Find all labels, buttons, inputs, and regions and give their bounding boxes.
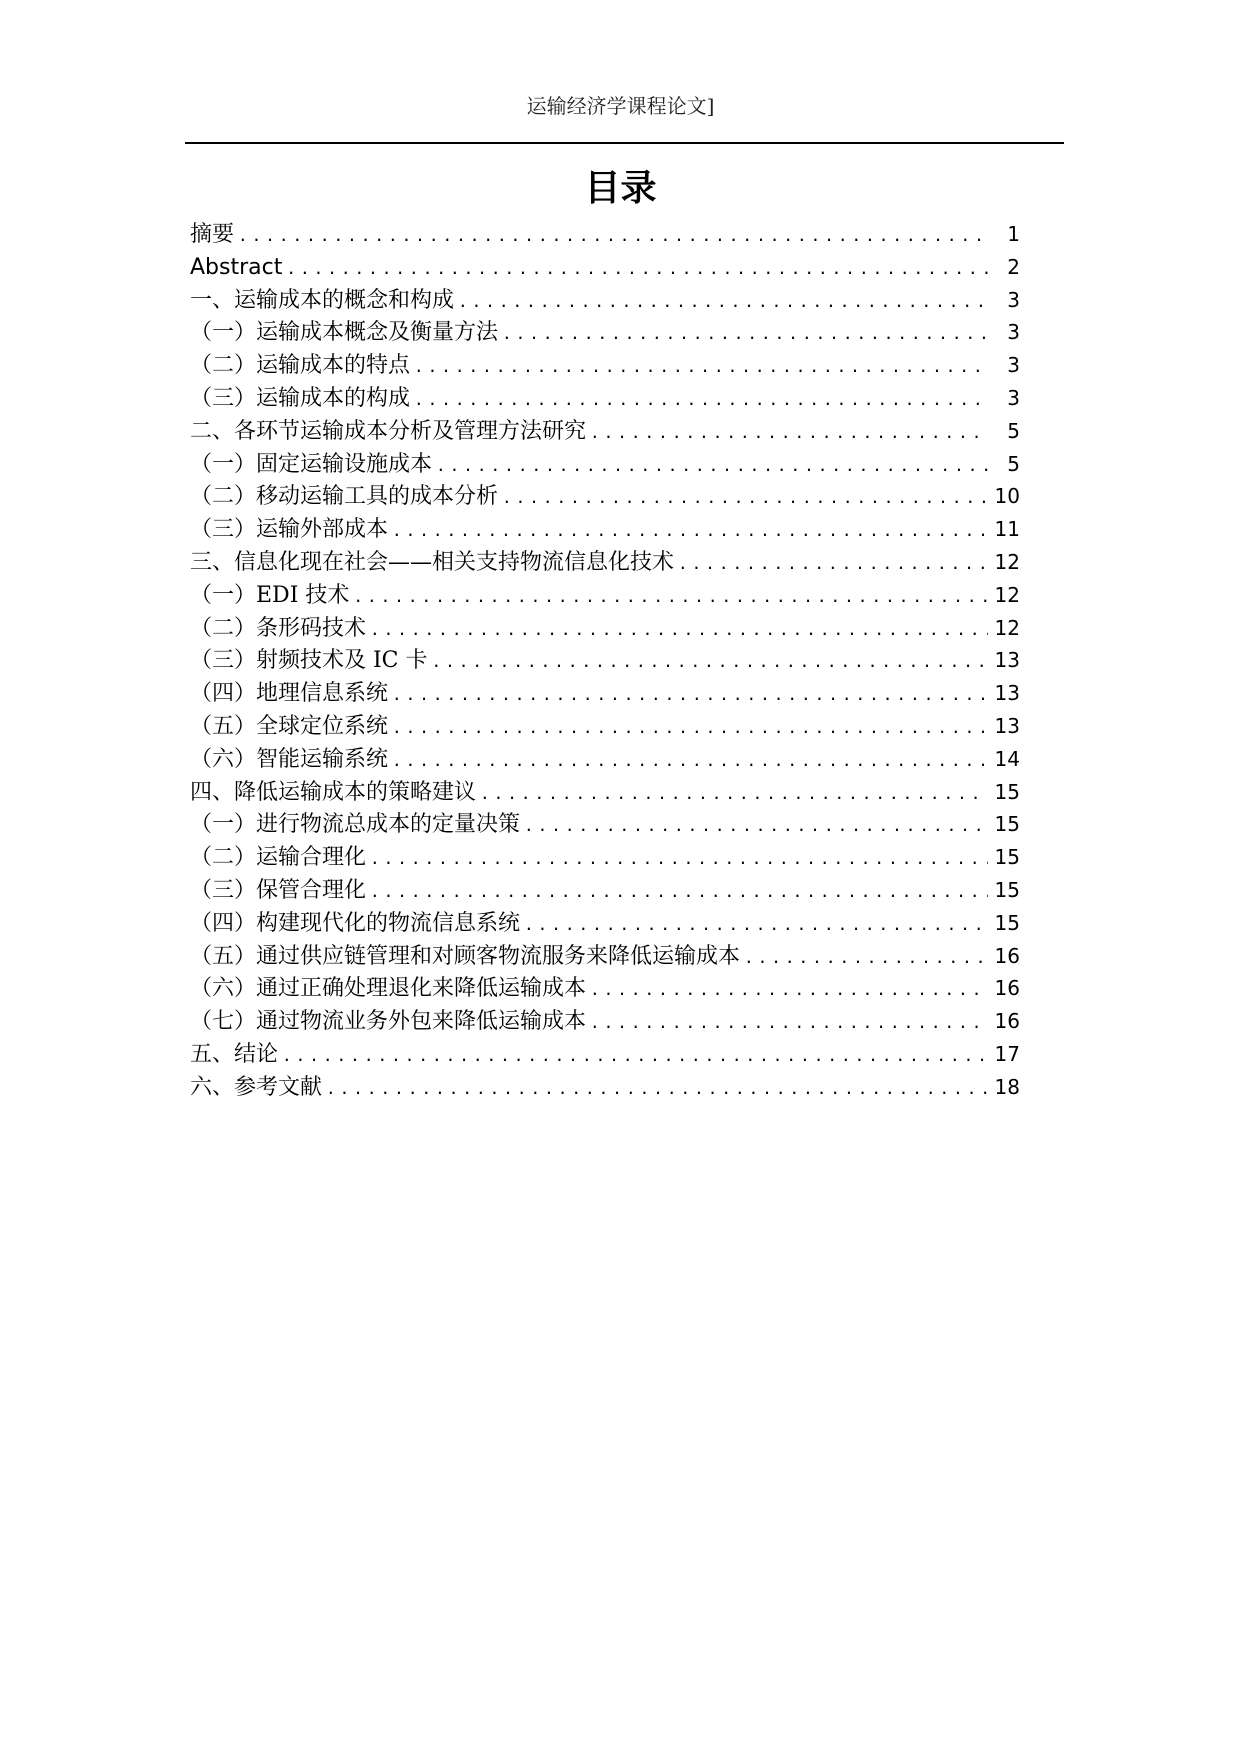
toc-entry-label: 四、降低运输成本的策略建议 — [190, 779, 477, 805]
toc-entry-page: 13 — [994, 713, 1020, 738]
dot-leader — [414, 351, 988, 384]
toc-entry-page: 12 — [994, 615, 1020, 640]
toc-entry-page: 15 — [994, 877, 1020, 902]
toc-entry[interactable] — [190, 874, 1020, 907]
toc-entry-page: 2 — [1007, 254, 1020, 279]
toc-entry-page: 15 — [994, 779, 1020, 804]
toc-entry-label: （一）固定运输设施成本 — [190, 451, 433, 477]
toc-entry-page: 12 — [994, 549, 1020, 574]
toc-entry-page: 14 — [994, 746, 1020, 771]
toc-entry[interactable] — [190, 907, 1020, 940]
dot-leader — [392, 515, 988, 548]
dot-leader — [326, 1073, 988, 1106]
toc-entry-page: 16 — [994, 976, 1020, 1001]
dot-leader — [392, 679, 988, 712]
toc-entry-page: 3 — [1007, 385, 1020, 410]
toc-entry-page: 5 — [1007, 418, 1020, 443]
dot-leader — [370, 614, 988, 647]
dot-leader — [590, 974, 988, 1007]
toc-entry-page: 1 — [1007, 222, 1020, 246]
toc-entry[interactable] — [190, 546, 1020, 579]
toc-entry-label: 五、结论 — [190, 1041, 279, 1067]
dot-leader — [353, 581, 988, 614]
toc-entry-label: 一、运输成本的概念和构成 — [190, 287, 455, 313]
toc-entry[interactable] — [190, 1071, 1020, 1104]
toc-entry-label: 三、信息化现在社会——相关支持物流信息化技术 — [190, 549, 675, 575]
toc-entry-label: （五）全球定位系统 — [190, 713, 389, 739]
toc-entry-page: 3 — [1007, 287, 1020, 312]
toc-entry[interactable] — [190, 612, 1020, 645]
toc-entry[interactable] — [190, 940, 1020, 973]
dot-leader — [286, 253, 988, 286]
toc-entry-page: 17 — [994, 1041, 1020, 1066]
toc-entry-page: 18 — [994, 1074, 1020, 1099]
dot-leader — [370, 876, 988, 909]
toc-entry-label: （七）通过物流业务外包来降低运输成本 — [190, 1009, 587, 1035]
toc-entry-label: （三）运输外部成本 — [190, 517, 389, 543]
dot-leader — [392, 745, 988, 778]
dot-leader — [524, 909, 988, 942]
toc-entry-page: 3 — [1007, 320, 1020, 345]
toc-entry-page: 15 — [994, 812, 1020, 837]
toc-entry-label: （二）移动运输工具的成本分析 — [190, 484, 499, 510]
toc-entry[interactable] — [190, 841, 1020, 874]
toc-entry[interactable] — [190, 480, 1020, 513]
toc-entry-page: 11 — [994, 517, 1020, 542]
toc-entry-label: （四）地理信息系统 — [190, 681, 389, 707]
toc-entry[interactable] — [190, 513, 1020, 546]
toc-entry[interactable] — [190, 382, 1020, 415]
toc-entry-page: 15 — [994, 910, 1020, 935]
dot-leader — [744, 942, 988, 975]
dot-leader — [436, 450, 988, 483]
toc-entry[interactable] — [190, 972, 1020, 1005]
toc-entry-label: （二）条形码技术 — [190, 615, 367, 641]
dot-leader — [458, 286, 988, 319]
toc-entry[interactable] — [190, 644, 1020, 677]
toc-entry-page: 16 — [994, 1009, 1020, 1034]
toc-entry[interactable] — [190, 743, 1020, 776]
toc-title: 目录 — [584, 168, 657, 209]
toc-entry[interactable] — [190, 1005, 1020, 1038]
toc-entry-page: 16 — [994, 943, 1020, 968]
dot-leader — [502, 318, 988, 351]
dot-leader — [480, 778, 988, 811]
running-header: 运输经济学课程论文] — [526, 94, 715, 118]
toc-entry[interactable] — [190, 1038, 1020, 1071]
dot-leader — [282, 1040, 988, 1073]
toc-entry-page: 12 — [994, 582, 1020, 607]
table-of-contents — [190, 218, 1020, 1104]
toc-entry-label: （三）射频技术及 IC 卡 — [190, 648, 428, 674]
dot-leader — [524, 810, 988, 843]
toc-entry[interactable] — [190, 448, 1020, 481]
dot-leader — [392, 712, 988, 745]
dot-leader — [678, 548, 988, 581]
toc-entry-label: （四）构建现代化的物流信息系统 — [190, 910, 521, 936]
toc-entry-label: （一）运输成本概念及衡量方法 — [190, 320, 499, 346]
toc-entry-label: （六）智能运输系统 — [190, 746, 389, 772]
toc-entry-label: （二）运输成本的特点 — [190, 353, 411, 379]
toc-entry[interactable] — [190, 776, 1020, 809]
toc-entry-page: 10 — [994, 484, 1020, 509]
dot-leader — [590, 417, 988, 450]
toc-entry-label: （一）EDI 技术 — [190, 582, 350, 608]
dot-leader — [414, 384, 988, 417]
toc-entry-label: 二、各环节运输成本分析及管理方法研究 — [190, 418, 587, 444]
toc-entry-label: （三）保管合理化 — [190, 877, 367, 903]
dot-leader — [432, 646, 988, 679]
toc-entry[interactable] — [190, 316, 1020, 349]
toc-entry[interactable] — [190, 284, 1020, 317]
toc-entry[interactable] — [190, 251, 1020, 284]
dot-leader — [590, 1007, 988, 1040]
toc-entry-label: Abstract — [190, 254, 283, 280]
toc-entry[interactable] — [190, 710, 1020, 743]
toc-entry-label: 摘要 — [190, 222, 235, 247]
toc-entry-label: （三）运输成本的构成 — [190, 385, 411, 411]
toc-entry-page: 15 — [994, 845, 1020, 870]
dot-leader — [238, 220, 988, 253]
toc-entry[interactable] — [190, 808, 1020, 841]
toc-entry[interactable] — [190, 349, 1020, 382]
toc-entry-label: （六）通过正确处理退化来降低运输成本 — [190, 976, 587, 1002]
toc-entry[interactable] — [190, 579, 1020, 612]
toc-entry-label: （一）进行物流总成本的定量决策 — [190, 812, 521, 838]
dot-leader — [370, 843, 988, 876]
toc-entry[interactable] — [190, 218, 1020, 251]
toc-entry-label: （五）通过供应链管理和对顾客物流服务来降低运输成本 — [190, 943, 741, 969]
toc-entry-page: 13 — [994, 681, 1020, 706]
toc-entry-page: 5 — [1007, 451, 1020, 476]
toc-entry-page: 3 — [1007, 353, 1020, 378]
header-divider — [185, 142, 1064, 144]
toc-entry-label: （二）运输合理化 — [190, 845, 367, 871]
toc-entry[interactable] — [190, 677, 1020, 710]
dot-leader — [502, 482, 988, 515]
toc-entry-page: 13 — [994, 648, 1020, 673]
toc-entry-label: 六、参考文献 — [190, 1074, 323, 1100]
toc-entry[interactable] — [190, 415, 1020, 448]
